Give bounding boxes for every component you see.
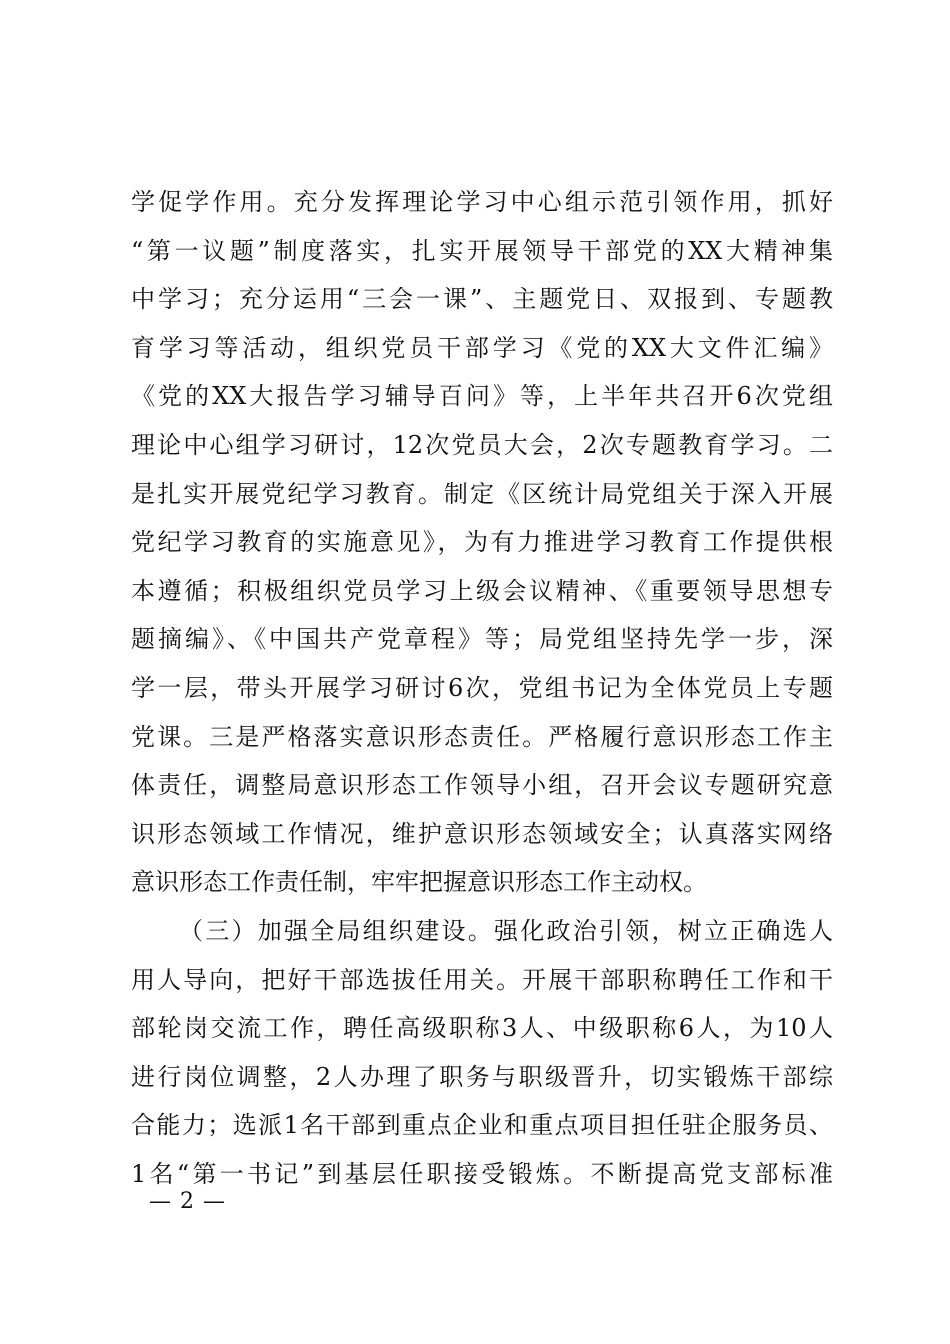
paragraph-2-line-5: 合能力；选派1名干部到重点企业和重点项目担任驻企服务员、 [131, 1111, 833, 1140]
page-number: — 2 — [149, 1189, 226, 1214]
paragraph-1-line-14: 识形态领域工作情况，维护意识形态领域安全；认真落实网络 [131, 819, 833, 848]
paragraph-1-line-12: 党课。三是严格落实意识形态责任。严格履行意识形态工作主 [131, 722, 833, 751]
paragraph-1-line-13: 体责任，调整局意识形态工作领导小组，召开会议专题研究意 [131, 771, 833, 800]
paragraph-1-line-5: 《党的XX大报告学习辅导百问》等，上半年共召开6次党组 [131, 382, 833, 411]
paragraph-1-line-6: 理论中心组学习研讨，12次党员大会，2次专题教育学习。二 [131, 430, 833, 459]
paragraph-1-line-15: 意识形态工作责任制，牢牢把握意识形态工作主动权。 [131, 868, 707, 897]
paragraph-2-line-6: 1名“第一书记”到基层任职接受锻炼。不断提高党支部标准 [131, 1159, 833, 1188]
paragraph-1-line-11: 学一层，带头开展学习研讨6次，党组书记为全体党员上专题 [131, 673, 833, 702]
paragraph-1-line-9: 本遵循；积极组织党员学习上级会议精神、《重要领导思想专 [131, 576, 833, 605]
paragraph-1-line-2: “第一议题”制度落实，扎实开展领导干部党的XX大精神集 [131, 236, 833, 265]
paragraph-1-line-1: 学促学作用。充分发挥理论学习中心组示范引领作用，抓好 [131, 188, 833, 216]
body-text [131, 178, 833, 1198]
paragraph-1-line-10: 题摘编》、《中国共产党章程》等；局党组坚持先学一步，深 [131, 625, 833, 654]
paragraph-2-line-2: 用人导向，把好干部选拔任用关。开展干部职称聘任工作和干 [131, 965, 833, 994]
paragraph-1-line-4: 育学习等活动，组织党员干部学习《党的XX大文件汇编》 [131, 333, 833, 362]
paragraph-2-line-4: 进行岗位调整，2人办理了职务与职级晋升，切实锻炼干部综 [131, 1062, 833, 1091]
paragraph-2-line-1: （三）加强全局组织建设。强化政治引领，树立正确选人 [179, 916, 833, 945]
paragraph-1-line-3: 中学习；充分运用“三会一课”、主题党日、双报到、专题教 [131, 285, 833, 314]
paragraph-1-line-8: 党纪学习教育的实施意见》，为有力推进学习教育工作提供根 [131, 528, 833, 557]
paragraph-2-line-3: 部轮岗交流工作，聘任高级职称3人、中级职称6人，为10人 [131, 1014, 833, 1043]
paragraph-1-line-7: 是扎实开展党纪学习教育。制定《区统计局党组关于深入开展 [131, 479, 833, 508]
